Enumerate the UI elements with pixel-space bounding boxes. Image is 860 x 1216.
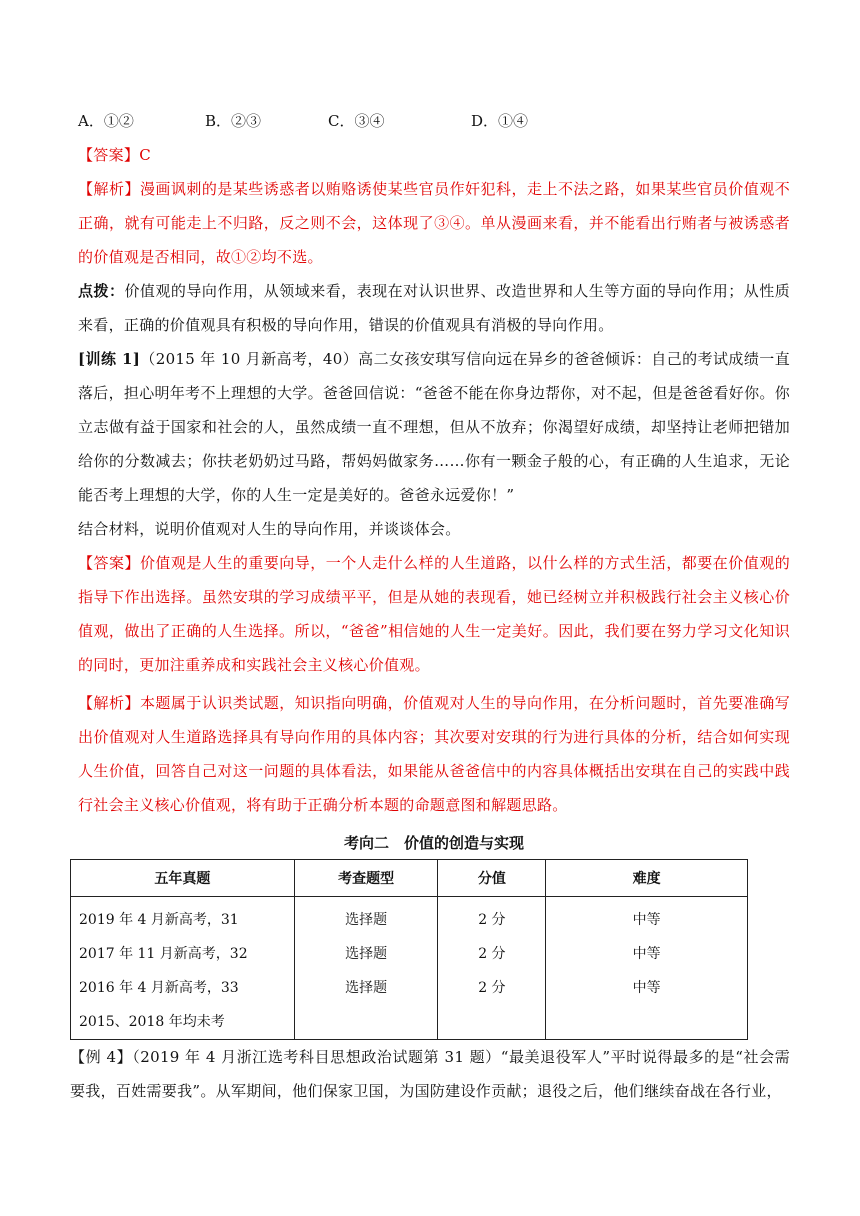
- example-tag: 【例 4】: [70, 1048, 133, 1066]
- answer-block-2: [78, 546, 790, 682]
- header-score: 分值: [438, 860, 546, 897]
- option-a: A．①②: [78, 112, 134, 130]
- answer-value: C: [139, 146, 151, 164]
- exam-item: 2016 年 4 月新高考，33: [79, 980, 239, 996]
- training-tag: [训练 1]: [78, 350, 141, 368]
- header-exam: 五年真题: [71, 860, 295, 897]
- option-b: B．②③: [205, 112, 262, 130]
- level-item: 中等: [632, 912, 661, 928]
- score-list: [438, 897, 546, 1040]
- header-level: 难度: [546, 860, 748, 897]
- score-item: 2 分: [478, 980, 506, 996]
- exam-item: 2019 年 4 月新高考，31: [79, 912, 239, 928]
- analysis-block-1: [78, 172, 790, 274]
- answer-text: 价值观是人生的重要向导，一个人走什么样的人生道路，以什么样的方式生活，都要在价值观的指导下作出选择。虽然安琪的学习成绩平平，但是从她的表现看，她已经树立并积极践行社会主义核心价值观，做出了正确的人生选择。所以，“爸爸”相信她的人生一定美好。因此，我们要在努力学习文化知识的同时，更加注重养成和实践社会主义核心价值观。: [78, 554, 791, 674]
- tip-block: [78, 274, 790, 342]
- table-row: [71, 897, 748, 1040]
- level-item: 中等: [632, 946, 661, 962]
- example-block: [70, 1040, 790, 1108]
- header-type: 考查题型: [294, 860, 438, 897]
- exam-item: 2017 年 11 月新高考，32: [79, 946, 248, 962]
- question-block: [78, 512, 790, 546]
- training-text: （2015 年 10 月新高考，40）高二女孩安琪写信向远在异乡的爸爸倾诉：自己的考试成绩一直落后，担心明年考不上理想的大学。爸爸回信说：“爸爸不能在你身边帮你，对不起，但是爸爸看好你。你立志做有益于国家和社会的人，虽然成绩一直不理想，但从不放弃；你渴望好成绩，却坚持让老师把错加给你的分数减去；你扶老奶奶过马路，帮妈妈做家务……你有一颗金子般的心，有正确的人生追求，无论能否考上理想的大学，你的人生一定是美好的。爸爸永远爱你！”: [78, 350, 790, 504]
- analysis-text: 漫画讽刺的是某些诱惑者以贿赂诱使某些官员作奸犯科，走上不法之路，如果某些官员价值观不正确，就有可能走上不归路，反之则不会，这体现了③④。单从漫画来看，并不能看出行贿者与被诱惑者的价值观是否相同，故①②均不选。: [78, 180, 791, 266]
- question-text: 结合材料，说明价值观对人生的导向作用，并谈谈体会。: [78, 520, 461, 538]
- answer-options: [78, 104, 790, 138]
- answer-tag: 【答案】: [78, 146, 140, 164]
- type-item: 选择题: [345, 980, 388, 996]
- table-header-row: [71, 860, 748, 897]
- answer-block-1: [78, 138, 790, 172]
- option-d: D．①④: [471, 112, 529, 130]
- analysis-tag: 【解析】: [78, 180, 140, 198]
- analysis-block-2: [78, 686, 790, 822]
- score-item: 2 分: [478, 946, 506, 962]
- analysis-tag: 【解析】: [78, 694, 140, 712]
- level-list: [546, 897, 748, 1040]
- exam-list: [71, 897, 295, 1040]
- tip-text: 价值观的导向作用，从领域来看，表现在对认识世界、改造世界和人生等方面的导向作用；从性质来看，正确的价值观具有积极的导向作用，错误的价值观具有消极的导向作用。: [78, 282, 790, 334]
- analysis-text: 本题属于认识类试题，知识指向明确，价值观对人生的导向作用，在分析问题时，首先要准确写出价值观对人生道路选择具有导向作用的具体内容；其次要对安琪的行为进行具体的分析，结合如何实现人生价值，回答自己对这一问题的具体看法，如果能从爸爸信中的内容具体概括出安琪在自己的实践中践行社会主义核心价值观，将有助于正确分析本题的命题意图和解题思路。: [78, 694, 791, 814]
- type-item: 选择题: [345, 912, 388, 928]
- section-title: 考向二 价值的创造与实现: [343, 834, 524, 852]
- example-text: （2019 年 4 月浙江选考科目思想政治试题第 31 题）“最美退役军人”平时说得最多的是“社会需要我，百姓需要我”。从军期间，他们保家卫国，为国防建设作贡献；退役之后，他们继续奋战在各行业，: [70, 1048, 791, 1100]
- type-list: [294, 897, 438, 1040]
- level-item: 中等: [632, 980, 661, 996]
- answer-tag: 【答案】: [78, 554, 140, 572]
- option-c: C．③④: [328, 112, 385, 130]
- type-item: 选择题: [345, 946, 388, 962]
- score-item: 2 分: [478, 912, 506, 928]
- training-block: [78, 342, 790, 512]
- tip-tag: 点拨：: [78, 282, 125, 300]
- exam-table: [70, 859, 748, 1040]
- exam-item: 2015、2018 年均未考: [79, 1014, 225, 1030]
